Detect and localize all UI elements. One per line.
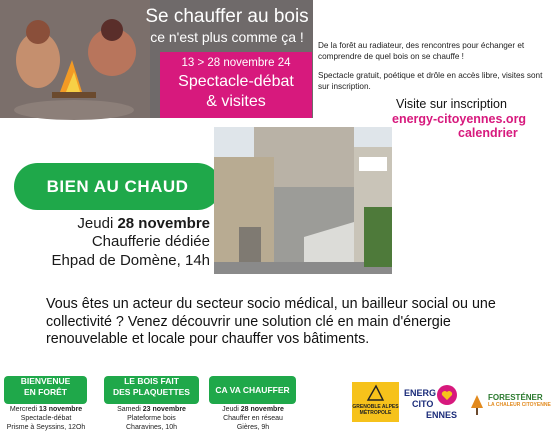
gam-line-1: GRENOBLE ALPES	[352, 404, 399, 410]
box-2-line3: Charavines, 10h	[126, 424, 177, 431]
campfire-illustration	[0, 0, 150, 118]
box-1-details	[0, 405, 92, 432]
box-le-bois-fait	[104, 376, 199, 404]
box-3-date-bold: 28 novembre	[240, 406, 284, 413]
box-bienvenue-en-foret	[4, 376, 87, 404]
event-dates: 13 > 28 novembre 24	[181, 57, 291, 69]
energy-line-1: ENERG	[404, 388, 437, 398]
box-1-line2: Spectacle-débat	[20, 415, 72, 422]
box-3-date-prefix: Jeudi	[222, 406, 241, 413]
box-ca-va-chauffer	[209, 376, 296, 404]
event-date-bold: 28 novembre	[117, 215, 210, 232]
banner-subtitle: ce n'est plus comme ça !	[150, 29, 304, 45]
foresten-logo	[488, 393, 560, 409]
box-title-2: DES PLAQUETTES	[113, 387, 190, 397]
event-date-prefix: Jeudi	[77, 215, 118, 232]
box-2-date	[104, 405, 199, 414]
box-3-line3: Gières, 9h	[236, 424, 270, 431]
box-title: CA VA CHAUFFER	[215, 385, 290, 395]
box-2-details	[104, 405, 199, 432]
box-2-date-bold: 23 novembre	[142, 406, 186, 413]
event-place-2: Ehpad de Domène, 14h	[51, 252, 210, 269]
event-type-2: & visites	[206, 93, 266, 110]
gam-text	[352, 404, 399, 416]
energy-line-2: CITO	[412, 399, 434, 409]
energy-heart-icon	[436, 384, 458, 406]
website-link[interactable]: energy-citoyennes.org	[392, 112, 527, 126]
forest-line-1: FORESTÉNER	[488, 393, 543, 402]
event-date	[20, 215, 210, 232]
box-2-line2: Plateforme bois	[127, 415, 176, 422]
box-1-date-bold: 13 novembre	[39, 406, 83, 413]
top-banner	[0, 0, 313, 118]
gam-line-2: MÉTROPOLE	[359, 410, 392, 416]
box-3-details	[206, 405, 300, 432]
foresten-tree-icon	[470, 394, 484, 416]
box-title: BIENVENUE	[20, 376, 71, 386]
calendar-link[interactable]: calendrier	[458, 126, 518, 140]
banner-title: Se chauffer au bois	[145, 6, 309, 27]
event-type: Spectacle-débat	[178, 73, 294, 90]
box-title-2: EN FORÊT	[24, 387, 67, 397]
forest-line-2: LA CHALEUR CITOYENNE	[488, 402, 551, 408]
intro-text: De la forêt au radiateur, des rencontres pour échanger et comprendre de quel bois on se chauffe !	[318, 41, 525, 61]
box-3-line2: Chauffer en réseau	[223, 415, 283, 422]
box-1-line3: Prisme à Seyssins, 12Oh	[6, 424, 86, 431]
visit-label: Visite sur inscription	[396, 97, 507, 111]
metropole-mark-icon	[352, 382, 399, 404]
event-place-1: Chaufferie dédiée	[91, 233, 210, 250]
building-image	[214, 127, 392, 274]
box-title: LE BOIS FAIT	[124, 376, 179, 386]
box-3-date	[206, 405, 300, 414]
grenoble-alpes-metropole-logo	[352, 382, 399, 422]
boiler-building-photo	[214, 127, 392, 274]
bien-au-chaud-badge: BIEN AU CHAUD	[14, 163, 221, 210]
box-2-date-prefix: Samedi	[117, 406, 143, 413]
box-1-date-prefix: Mercredi	[9, 406, 39, 413]
main-paragraph: Vous êtes un acteur du secteur socio médical, un bailleur social ou une collectivité ? Venez découvrir une solution clé en main d'énergie renouvelable et locale pour chauffer vos bâtiments.	[46, 296, 496, 347]
energy-line-3: ENNES	[426, 410, 458, 420]
access-text: Spectacle gratuit, poétique et drôle en accès libre, visites sont sur inscription.	[318, 71, 543, 91]
event-dates-box	[160, 52, 312, 118]
box-1-date	[0, 405, 92, 414]
